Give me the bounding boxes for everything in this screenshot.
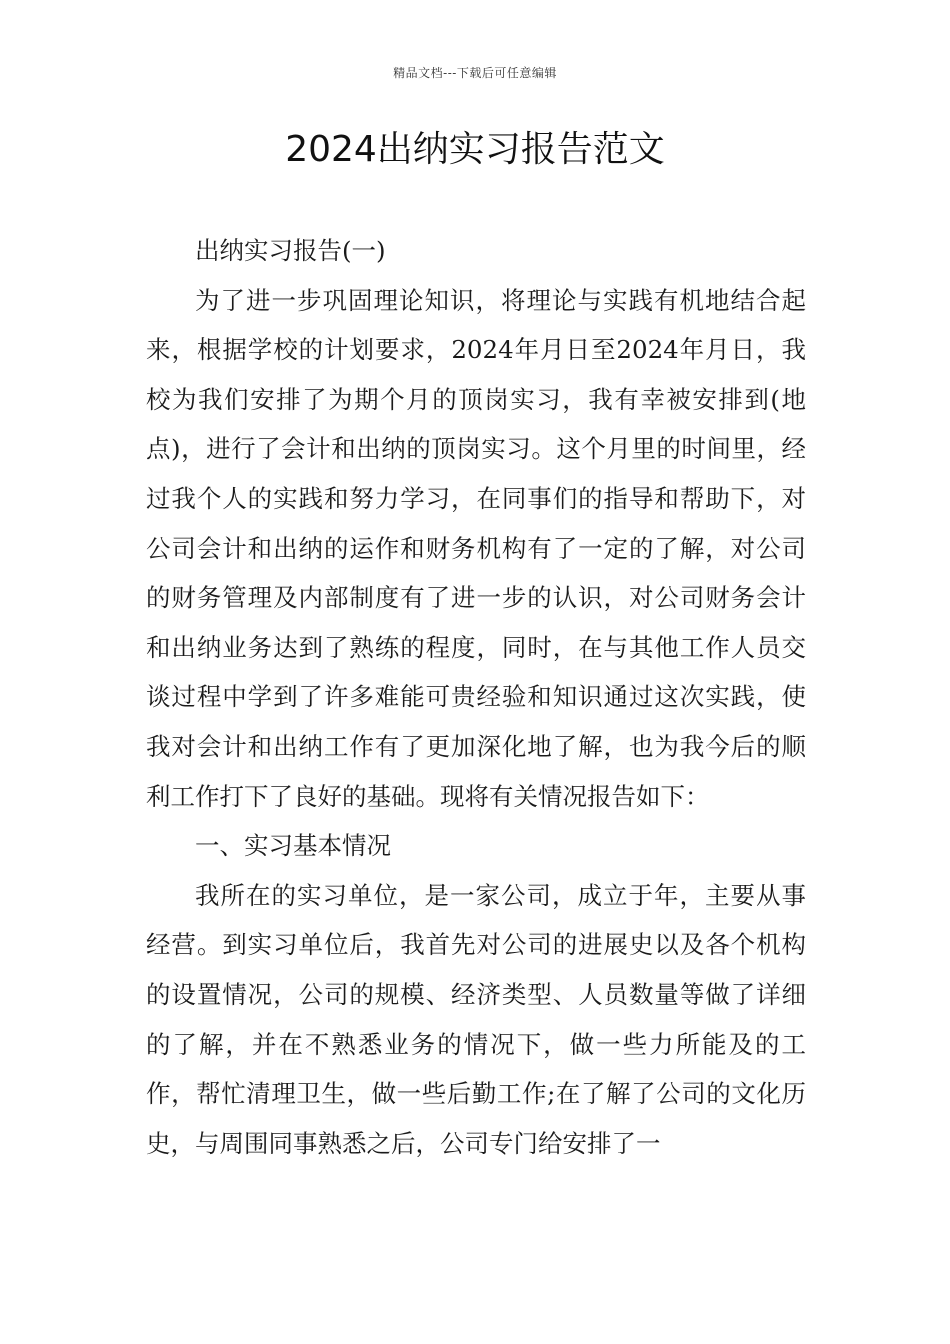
- section-subtitle: 出纳实习报告(一): [195, 236, 386, 265]
- document-body: [146, 226, 806, 1168]
- section-heading-basic-situation: 一、实习基本情况: [195, 831, 391, 861]
- header-note: 精品文档---下载后可任意编辑: [393, 66, 557, 80]
- paragraph-intro: 为了进一步巩固理论知识，将理论与实践有机地结合起来，根据学校的计划要求，2024年月日至2024年月日，我校为我们安排了为期个月的顶岗实习，我有幸被安排到(地点)，进行了会计和出纳的顶岗实习。这个月里的时间里，经过我个人的实践和努力学习，在同事们的指导和帮助下，对公司会计和出纳的运作和财务机构有了一定的了解，对公司的财务管理及内部制度有了进一步的认识，对公司财务会计和出纳业务达到了熟练的程度，同时，在与其他工作人员交谈过程中学到了许多难能可贵经验和知识通过这次实践，使我对会计和出纳工作有了更加深化地了解，也为我今后的顺利工作打下了良好的基础。现将有关情况报告如下：: [146, 285, 806, 811]
- document-title: 2024出纳实习报告范文: [285, 129, 665, 170]
- paragraph-basic-situation: 我所在的实习单位，是一家公司，成立于年，主要从事经营。到实习单位后，我首先对公司的进展史以及各个机构的设置情况，公司的规模、经济类型、人员数量等做了详细的了解，并在不熟悉业务的情况下，做一些力所能及的工作，帮忙清理卫生，做一些后勤工作;在了解了公司的文化历史，与周围同事熟悉之后，公司专门给安排了一: [146, 880, 806, 1158]
